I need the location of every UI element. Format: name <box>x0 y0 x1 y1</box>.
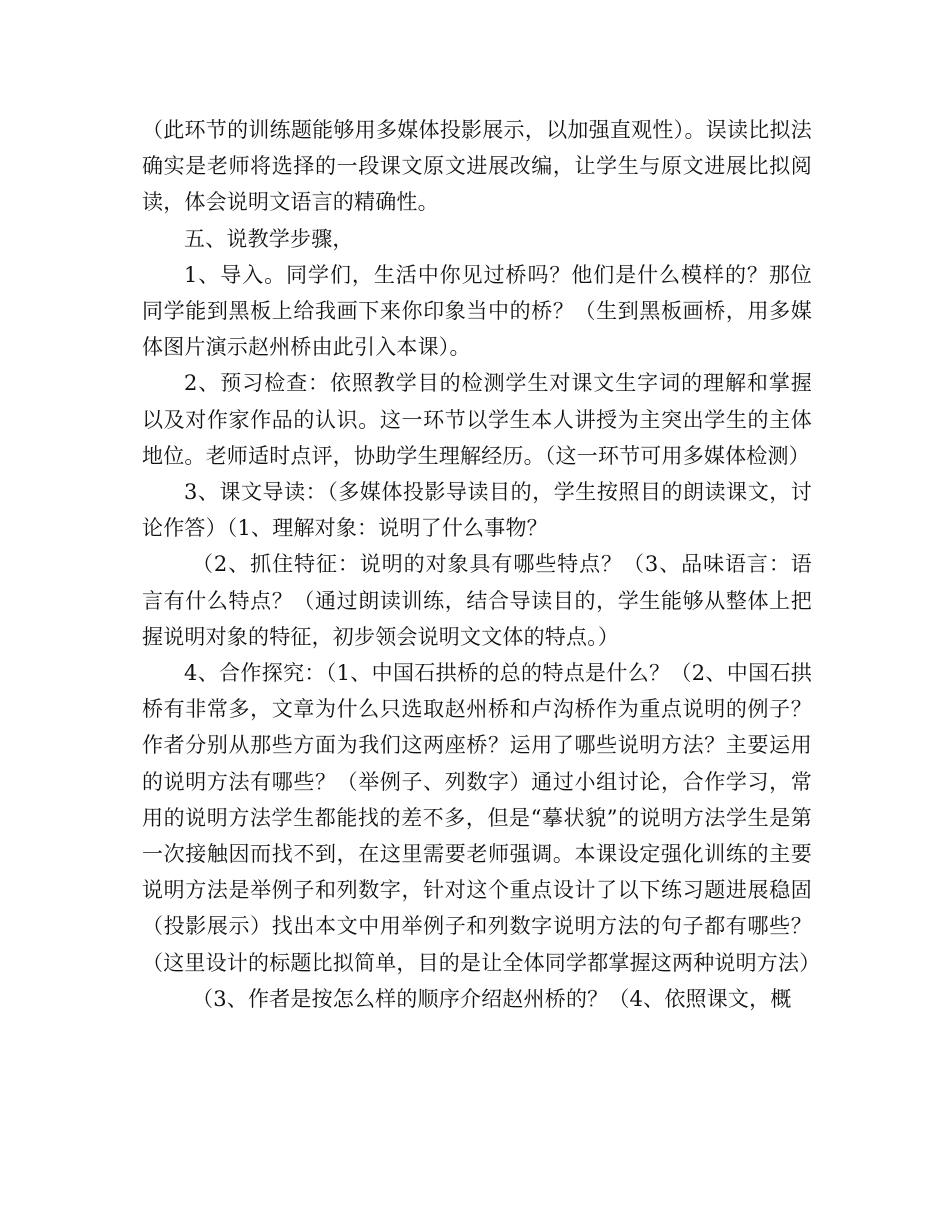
paragraph-cooperative-inquiry: 4、合作探究：（1、中国石拱桥的总的特点是什么？（2、中国石拱桥有非常多，文章为什么只选取赵州桥和卢沟桥作为重点说明的例子？作者分别从那些方面为我们这两座桥？运用了哪些说明方法？主要运用的说明方法有哪些？（举例子、列数字）通过小组讨论，合作学习，常用的说明方法学生都能找的差不多，但是“摹状貌”的说明方法学生是第一次接触因而找不到，在这里需要老师强调。本课设定强化训练的主要说明方法是举例子和列数字，针对这个重点设计了以下练习题进展稳固（投影展示）找出本文中用举例子和列数字说明方法的句子都有哪些？（这里设计的标题比拟简单，目的是让全体同学都掌握这两种说明方法） <box>142 661 821 975</box>
paragraph-continuation: （此环节的训练题能够用多媒体投影展示，以加强直观性）。误读比拟法确实是老师将选择的一段课文原文进展改编，让学生与原文进展比拟阅读，体会说明文语言的精确性。 <box>142 118 812 215</box>
paragraph-order-question: （3、作者是按怎么样的顺序介绍赵州桥的？（4、依照课文，概 <box>192 986 792 1011</box>
paragraph-preview-check: 2、预习检查：依照教学目的检测学生对课文生字词的理解和掌握以及对作家作品的认识。这一环节以学生本人讲授为主突出学生的主体地位。老师适时点评，协助学生理解经历。（这一环节可用多媒体检测） <box>142 371 812 468</box>
paragraph-features-language: （2、抓住特征：说明的对象具有哪些特点？（3、品味语言：语言有什么特点？（通过朗读训练，结合导读目的，学生能够从整体上把握说明对象的特征，初步领会说明文文体的特点。） <box>142 552 812 649</box>
document-body <box>142 112 821 1017</box>
paragraph-text-guide: 3、课文导读：（多媒体投影导读目的，学生按照目的朗读课文，讨论作答）（1、理解对象：说明了什么事物？ <box>142 480 812 541</box>
section-heading-teaching-steps: 五、说教学步骤， <box>184 226 354 251</box>
paragraph-introduction: 1、导入。同学们，生活中你见过桥吗？他们是什么模样的？那位同学能到黑板上给我画下来你印象当中的桥？（生到黑板画桥，用多媒体图片演示赵州桥由此引入本课）。 <box>142 262 812 360</box>
